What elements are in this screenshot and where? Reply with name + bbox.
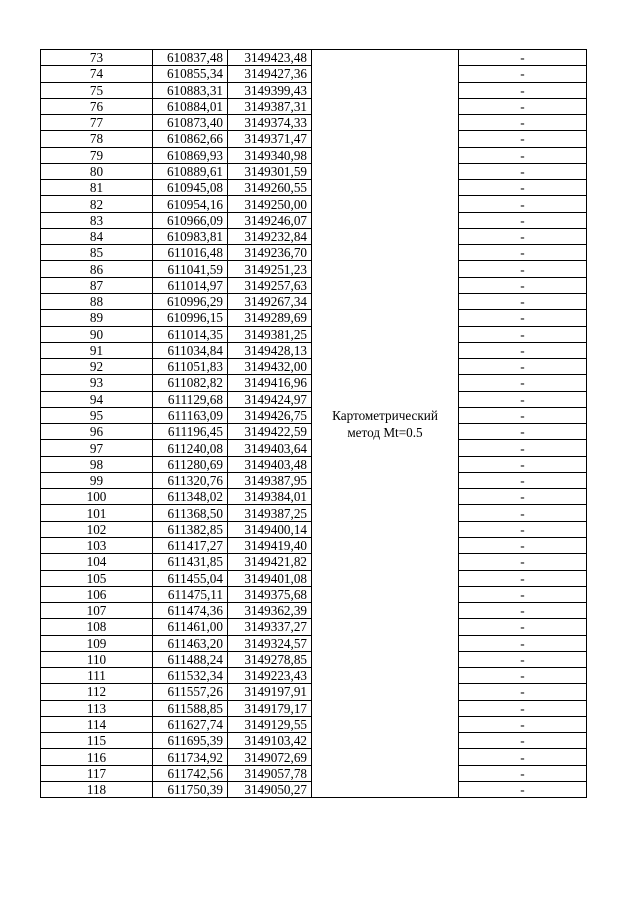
y-coordinate-cell: 3149103,42 [228, 733, 312, 749]
point-number-cell: 111 [41, 668, 153, 684]
x-coordinate-cell: 611474,36 [153, 603, 228, 619]
description-cell: - [459, 98, 587, 114]
description-cell: - [459, 700, 587, 716]
y-coordinate-cell: 3149401,08 [228, 570, 312, 586]
x-coordinate-cell: 611014,97 [153, 277, 228, 293]
x-coordinate-cell: 610855,34 [153, 66, 228, 82]
y-coordinate-cell: 3149374,33 [228, 115, 312, 131]
x-coordinate-cell: 611475,11 [153, 586, 228, 602]
point-number-cell: 81 [41, 180, 153, 196]
x-coordinate-cell: 611034,84 [153, 342, 228, 358]
y-coordinate-cell: 3149403,64 [228, 440, 312, 456]
point-number-cell: 89 [41, 310, 153, 326]
description-cell: - [459, 505, 587, 521]
y-coordinate-cell: 3149424,97 [228, 391, 312, 407]
point-number-cell: 112 [41, 684, 153, 700]
description-cell: - [459, 668, 587, 684]
y-coordinate-cell: 3149260,55 [228, 180, 312, 196]
point-number-cell: 116 [41, 749, 153, 765]
description-cell: - [459, 424, 587, 440]
x-coordinate-cell: 611532,34 [153, 668, 228, 684]
y-coordinate-cell: 3149250,00 [228, 196, 312, 212]
point-number-cell: 108 [41, 619, 153, 635]
point-number-cell: 77 [41, 115, 153, 131]
point-number-cell: 74 [41, 66, 153, 82]
description-cell: - [459, 66, 587, 82]
y-coordinate-cell: 3149223,43 [228, 668, 312, 684]
x-coordinate-cell: 611240,08 [153, 440, 228, 456]
x-coordinate-cell: 611041,59 [153, 261, 228, 277]
description-cell: - [459, 635, 587, 651]
x-coordinate-cell: 611014,35 [153, 326, 228, 342]
x-coordinate-cell: 610954,16 [153, 196, 228, 212]
point-number-cell: 76 [41, 98, 153, 114]
y-coordinate-cell: 3149232,84 [228, 228, 312, 244]
y-coordinate-cell: 3149267,34 [228, 293, 312, 309]
point-number-cell: 85 [41, 245, 153, 261]
x-coordinate-cell: 611431,85 [153, 554, 228, 570]
x-coordinate-cell: 611382,85 [153, 521, 228, 537]
description-cell: - [459, 716, 587, 732]
description-cell: - [459, 537, 587, 553]
y-coordinate-cell: 3149432,00 [228, 359, 312, 375]
point-number-cell: 102 [41, 521, 153, 537]
x-coordinate-cell: 610996,29 [153, 293, 228, 309]
y-coordinate-cell: 3149371,47 [228, 131, 312, 147]
point-number-cell: 79 [41, 147, 153, 163]
description-cell: - [459, 554, 587, 570]
coordinates-table [40, 49, 587, 798]
description-cell: - [459, 50, 587, 66]
point-number-cell: 84 [41, 228, 153, 244]
point-number-cell: 90 [41, 326, 153, 342]
x-coordinate-cell: 611368,50 [153, 505, 228, 521]
description-cell: - [459, 619, 587, 635]
x-coordinate-cell: 611588,85 [153, 700, 228, 716]
y-coordinate-cell: 3149129,55 [228, 716, 312, 732]
point-number-cell: 103 [41, 537, 153, 553]
description-cell: - [459, 342, 587, 358]
x-coordinate-cell: 611461,00 [153, 619, 228, 635]
description-cell: - [459, 310, 587, 326]
y-coordinate-cell: 3149384,01 [228, 489, 312, 505]
description-cell: - [459, 293, 587, 309]
method-line-2: метод Mt=0.5 [347, 424, 423, 440]
y-coordinate-cell: 3149072,69 [228, 749, 312, 765]
y-coordinate-cell: 3149050,27 [228, 781, 312, 797]
description-cell: - [459, 131, 587, 147]
description-cell: - [459, 489, 587, 505]
y-coordinate-cell: 3149251,23 [228, 261, 312, 277]
description-cell: - [459, 326, 587, 342]
description-cell: - [459, 749, 587, 765]
description-cell: - [459, 163, 587, 179]
y-coordinate-cell: 3149375,68 [228, 586, 312, 602]
x-coordinate-cell: 611320,76 [153, 472, 228, 488]
y-coordinate-cell: 3149236,70 [228, 245, 312, 261]
point-number-cell: 86 [41, 261, 153, 277]
point-number-cell: 110 [41, 651, 153, 667]
x-coordinate-cell: 611348,02 [153, 489, 228, 505]
x-coordinate-cell: 611280,69 [153, 456, 228, 472]
point-number-cell: 96 [41, 424, 153, 440]
x-coordinate-cell: 610884,01 [153, 98, 228, 114]
point-number-cell: 93 [41, 375, 153, 391]
description-cell: - [459, 586, 587, 602]
y-coordinate-cell: 3149246,07 [228, 212, 312, 228]
x-coordinate-cell: 611163,09 [153, 407, 228, 423]
y-coordinate-cell: 3149278,85 [228, 651, 312, 667]
description-cell: - [459, 228, 587, 244]
y-coordinate-cell: 3149387,25 [228, 505, 312, 521]
y-coordinate-cell: 3149421,82 [228, 554, 312, 570]
point-number-cell: 87 [41, 277, 153, 293]
description-cell: - [459, 651, 587, 667]
x-coordinate-cell: 610983,81 [153, 228, 228, 244]
description-cell: - [459, 521, 587, 537]
point-number-cell: 91 [41, 342, 153, 358]
point-number-cell: 107 [41, 603, 153, 619]
point-number-cell: 113 [41, 700, 153, 716]
x-coordinate-cell: 611129,68 [153, 391, 228, 407]
table-row [41, 50, 587, 66]
description-cell: - [459, 196, 587, 212]
point-number-cell: 115 [41, 733, 153, 749]
y-coordinate-cell: 3149301,59 [228, 163, 312, 179]
y-coordinate-cell: 3149340,98 [228, 147, 312, 163]
description-cell: - [459, 570, 587, 586]
x-coordinate-cell: 611455,04 [153, 570, 228, 586]
y-coordinate-cell: 3149197,91 [228, 684, 312, 700]
y-coordinate-cell: 3149416,96 [228, 375, 312, 391]
description-cell: - [459, 245, 587, 261]
point-number-cell: 118 [41, 781, 153, 797]
x-coordinate-cell: 611695,39 [153, 733, 228, 749]
x-coordinate-cell: 610966,09 [153, 212, 228, 228]
x-coordinate-cell: 611734,92 [153, 749, 228, 765]
x-coordinate-cell: 611488,24 [153, 651, 228, 667]
description-cell: - [459, 180, 587, 196]
point-number-cell: 95 [41, 407, 153, 423]
x-coordinate-cell: 610873,40 [153, 115, 228, 131]
x-coordinate-cell: 611196,45 [153, 424, 228, 440]
point-number-cell: 94 [41, 391, 153, 407]
point-number-cell: 105 [41, 570, 153, 586]
x-coordinate-cell: 611750,39 [153, 781, 228, 797]
point-number-cell: 73 [41, 50, 153, 66]
point-number-cell: 99 [41, 472, 153, 488]
y-coordinate-cell: 3149427,36 [228, 66, 312, 82]
y-coordinate-cell: 3149387,31 [228, 98, 312, 114]
description-cell: - [459, 277, 587, 293]
description-cell: - [459, 212, 587, 228]
x-coordinate-cell: 611051,83 [153, 359, 228, 375]
description-cell: - [459, 472, 587, 488]
y-coordinate-cell: 3149257,63 [228, 277, 312, 293]
x-coordinate-cell: 611016,48 [153, 245, 228, 261]
y-coordinate-cell: 3149362,39 [228, 603, 312, 619]
method-line-1: Картометрический [332, 407, 438, 423]
x-coordinate-cell: 610862,66 [153, 131, 228, 147]
point-number-cell: 100 [41, 489, 153, 505]
description-cell: - [459, 359, 587, 375]
y-coordinate-cell: 3149324,57 [228, 635, 312, 651]
y-coordinate-cell: 3149381,25 [228, 326, 312, 342]
point-number-cell: 78 [41, 131, 153, 147]
description-cell: - [459, 115, 587, 131]
y-coordinate-cell: 3149179,17 [228, 700, 312, 716]
y-coordinate-cell: 3149057,78 [228, 765, 312, 781]
x-coordinate-cell: 611557,26 [153, 684, 228, 700]
y-coordinate-cell: 3149399,43 [228, 82, 312, 98]
x-coordinate-cell: 610883,31 [153, 82, 228, 98]
point-number-cell: 106 [41, 586, 153, 602]
x-coordinate-cell: 611742,56 [153, 765, 228, 781]
x-coordinate-cell: 611463,20 [153, 635, 228, 651]
point-number-cell: 88 [41, 293, 153, 309]
point-number-cell: 83 [41, 212, 153, 228]
description-cell: - [459, 261, 587, 277]
x-coordinate-cell: 610996,15 [153, 310, 228, 326]
y-coordinate-cell: 3149428,13 [228, 342, 312, 358]
point-number-cell: 101 [41, 505, 153, 521]
point-number-cell: 117 [41, 765, 153, 781]
point-number-cell: 80 [41, 163, 153, 179]
y-coordinate-cell: 3149419,40 [228, 537, 312, 553]
description-cell: - [459, 440, 587, 456]
x-coordinate-cell: 610945,08 [153, 180, 228, 196]
description-cell: - [459, 765, 587, 781]
y-coordinate-cell: 3149400,14 [228, 521, 312, 537]
point-number-cell: 109 [41, 635, 153, 651]
point-number-cell: 92 [41, 359, 153, 375]
description-cell: - [459, 733, 587, 749]
method-cell [312, 50, 459, 798]
description-cell: - [459, 82, 587, 98]
description-cell: - [459, 456, 587, 472]
y-coordinate-cell: 3149289,69 [228, 310, 312, 326]
x-coordinate-cell: 610869,93 [153, 147, 228, 163]
y-coordinate-cell: 3149423,48 [228, 50, 312, 66]
x-coordinate-cell: 611082,82 [153, 375, 228, 391]
x-coordinate-cell: 611627,74 [153, 716, 228, 732]
point-number-cell: 104 [41, 554, 153, 570]
coordinates-table-body [41, 50, 587, 798]
point-number-cell: 114 [41, 716, 153, 732]
x-coordinate-cell: 610837,48 [153, 50, 228, 66]
point-number-cell: 97 [41, 440, 153, 456]
y-coordinate-cell: 3149403,48 [228, 456, 312, 472]
description-cell: - [459, 603, 587, 619]
x-coordinate-cell: 610889,61 [153, 163, 228, 179]
description-cell: - [459, 407, 587, 423]
y-coordinate-cell: 3149422,59 [228, 424, 312, 440]
description-cell: - [459, 781, 587, 797]
point-number-cell: 98 [41, 456, 153, 472]
y-coordinate-cell: 3149337,27 [228, 619, 312, 635]
point-number-cell: 82 [41, 196, 153, 212]
x-coordinate-cell: 611417,27 [153, 537, 228, 553]
y-coordinate-cell: 3149426,75 [228, 407, 312, 423]
y-coordinate-cell: 3149387,95 [228, 472, 312, 488]
point-number-cell: 75 [41, 82, 153, 98]
description-cell: - [459, 684, 587, 700]
description-cell: - [459, 375, 587, 391]
description-cell: - [459, 391, 587, 407]
description-cell: - [459, 147, 587, 163]
